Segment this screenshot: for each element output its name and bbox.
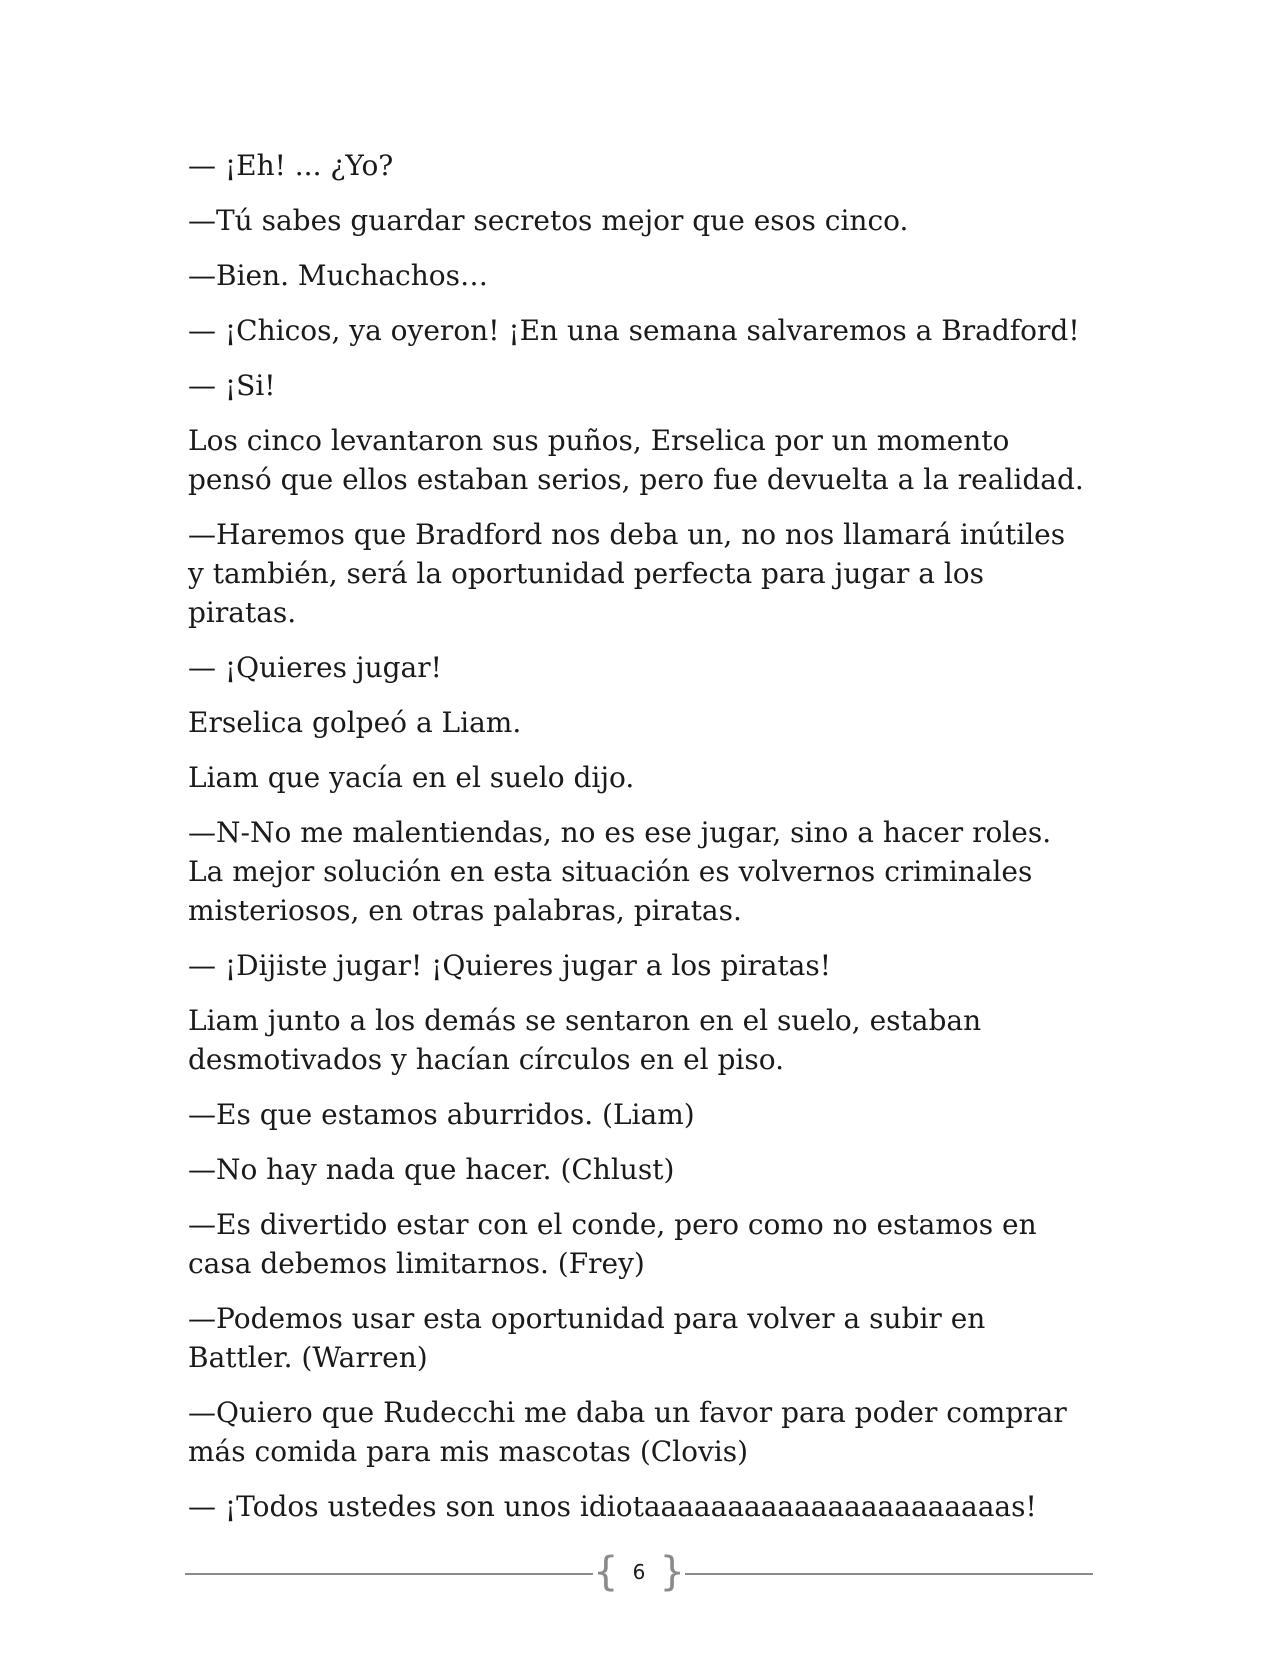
paragraph-16: —Es divertido estar con el conde, pero como no estamos en casa debemos limitarnos. (Frey) bbox=[188, 1208, 1037, 1280]
footer-bracket-left: { bbox=[593, 1549, 619, 1595]
footer-rule-left bbox=[185, 1573, 593, 1575]
paragraph-2: —Tú sabes guardar secretos mejor que esos cinco. bbox=[188, 204, 909, 237]
paragraph-7: —Haremos que Bradford nos deba un, no nos llamará inútiles y también, será la oportunidad perfecta para jugar a los piratas. bbox=[188, 518, 1066, 629]
paragraph-11: —N-No me malentiendas, no es ese jugar, sino a hacer roles. La mejor solución en esta situación es volvernos criminales misteriosos, en otras palabras, piratas. bbox=[188, 816, 1052, 927]
paragraph-18: —Quiero que Rudecchi me daba un favor para poder comprar más comida para mis mascotas (Clovis) bbox=[188, 1396, 1067, 1468]
page-number: 6 bbox=[632, 1560, 646, 1584]
paragraph-8: — ¡Quieres jugar! bbox=[188, 651, 442, 684]
paragraph-14: —Es que estamos aburridos. (Liam) bbox=[188, 1098, 695, 1131]
paragraph-5: — ¡Si! bbox=[188, 369, 276, 402]
paragraph-10: Liam que yacía en el suelo dijo. bbox=[188, 761, 635, 794]
footer-rule-right bbox=[685, 1573, 1093, 1575]
page-footer bbox=[185, 1548, 1093, 1598]
paragraph-15: —No hay nada que hacer. (Chlust) bbox=[188, 1153, 675, 1186]
paragraph-13: Liam junto a los demás se sentaron en el suelo, estaban desmotivados y hacían círculos en el piso. bbox=[188, 1004, 982, 1076]
paragraph-12: — ¡Dijiste jugar! ¡Quieres jugar a los piratas! bbox=[188, 949, 831, 982]
footer-bracket-right: } bbox=[659, 1549, 685, 1595]
paragraph-6: Los cinco levantaron sus puños, Erselica por un momento pensó que ellos estaban serios, pero fue devuelta a la realidad. bbox=[188, 424, 1084, 496]
paragraph-3: —Bien. Muchachos… bbox=[188, 259, 488, 292]
text-body bbox=[188, 146, 1088, 1542]
paragraph-17: —Podemos usar esta oportunidad para volver a subir en Battler. (Warren) bbox=[188, 1302, 986, 1374]
paragraph-19: — ¡Todos ustedes son unos idiotaaaaaaaaaaaaaaaaaaaaaas! bbox=[188, 1490, 1037, 1523]
paragraph-1: — ¡Eh! ... ¿Yo? bbox=[188, 149, 394, 182]
paragraph-4: — ¡Chicos, ya oyeron! ¡En una semana salvaremos a Bradford! bbox=[188, 314, 1080, 347]
paragraph-9: Erselica golpeó a Liam. bbox=[188, 706, 522, 739]
